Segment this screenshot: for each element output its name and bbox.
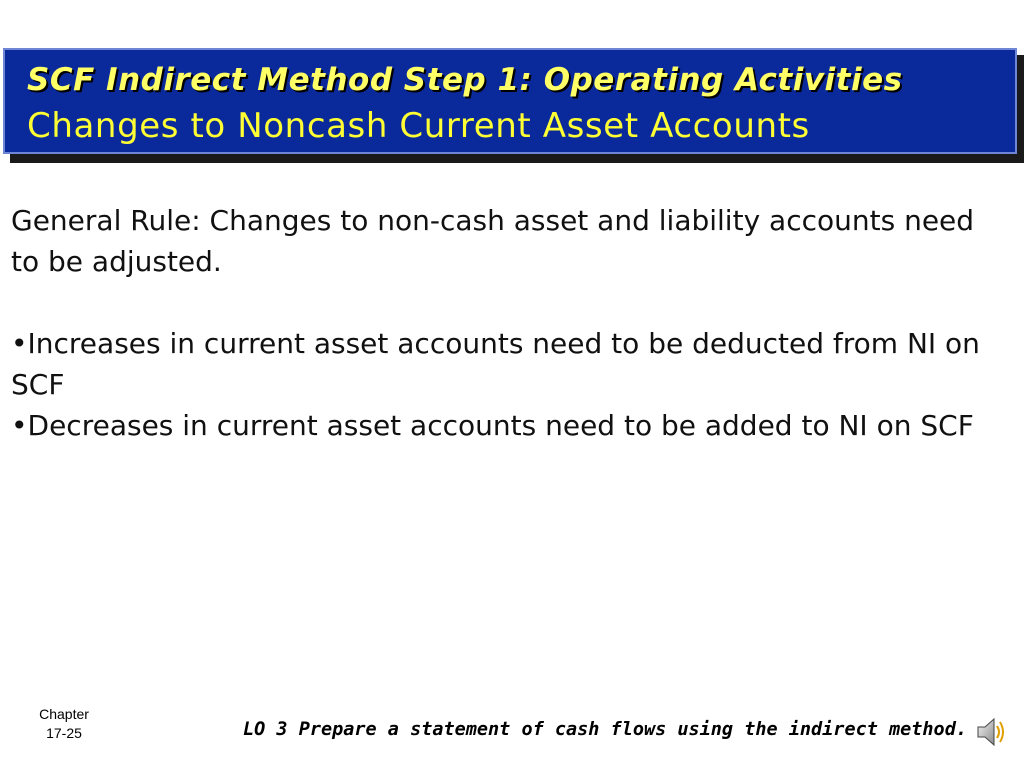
speaker-icon[interactable]	[976, 715, 1006, 749]
slide-subtitle: Changes to Noncash Current Asset Accounts	[27, 106, 810, 146]
chapter-label	[28, 705, 100, 743]
bullet-decreases: •Decreases in current asset accounts need to be added to NI on SCF	[11, 409, 974, 442]
title-banner	[3, 48, 1017, 154]
chapter-page-number: 17-25	[46, 725, 82, 741]
bullet-increases: •Increases in current asset accounts need to be deducted from NI on SCF	[11, 327, 980, 401]
general-rule-text: General Rule: Changes to non-cash asset and liability accounts need to be adjusted.	[11, 204, 975, 278]
learning-objective: LO 3 Prepare a statement of cash flows using the indirect method.	[243, 719, 967, 740]
slide-title: SCF Indirect Method Step 1: Operating Activities	[27, 62, 903, 98]
chapter-label-text: Chapter	[39, 706, 89, 722]
slide-body	[11, 200, 1011, 446]
paragraph-spacer	[11, 282, 1011, 323]
